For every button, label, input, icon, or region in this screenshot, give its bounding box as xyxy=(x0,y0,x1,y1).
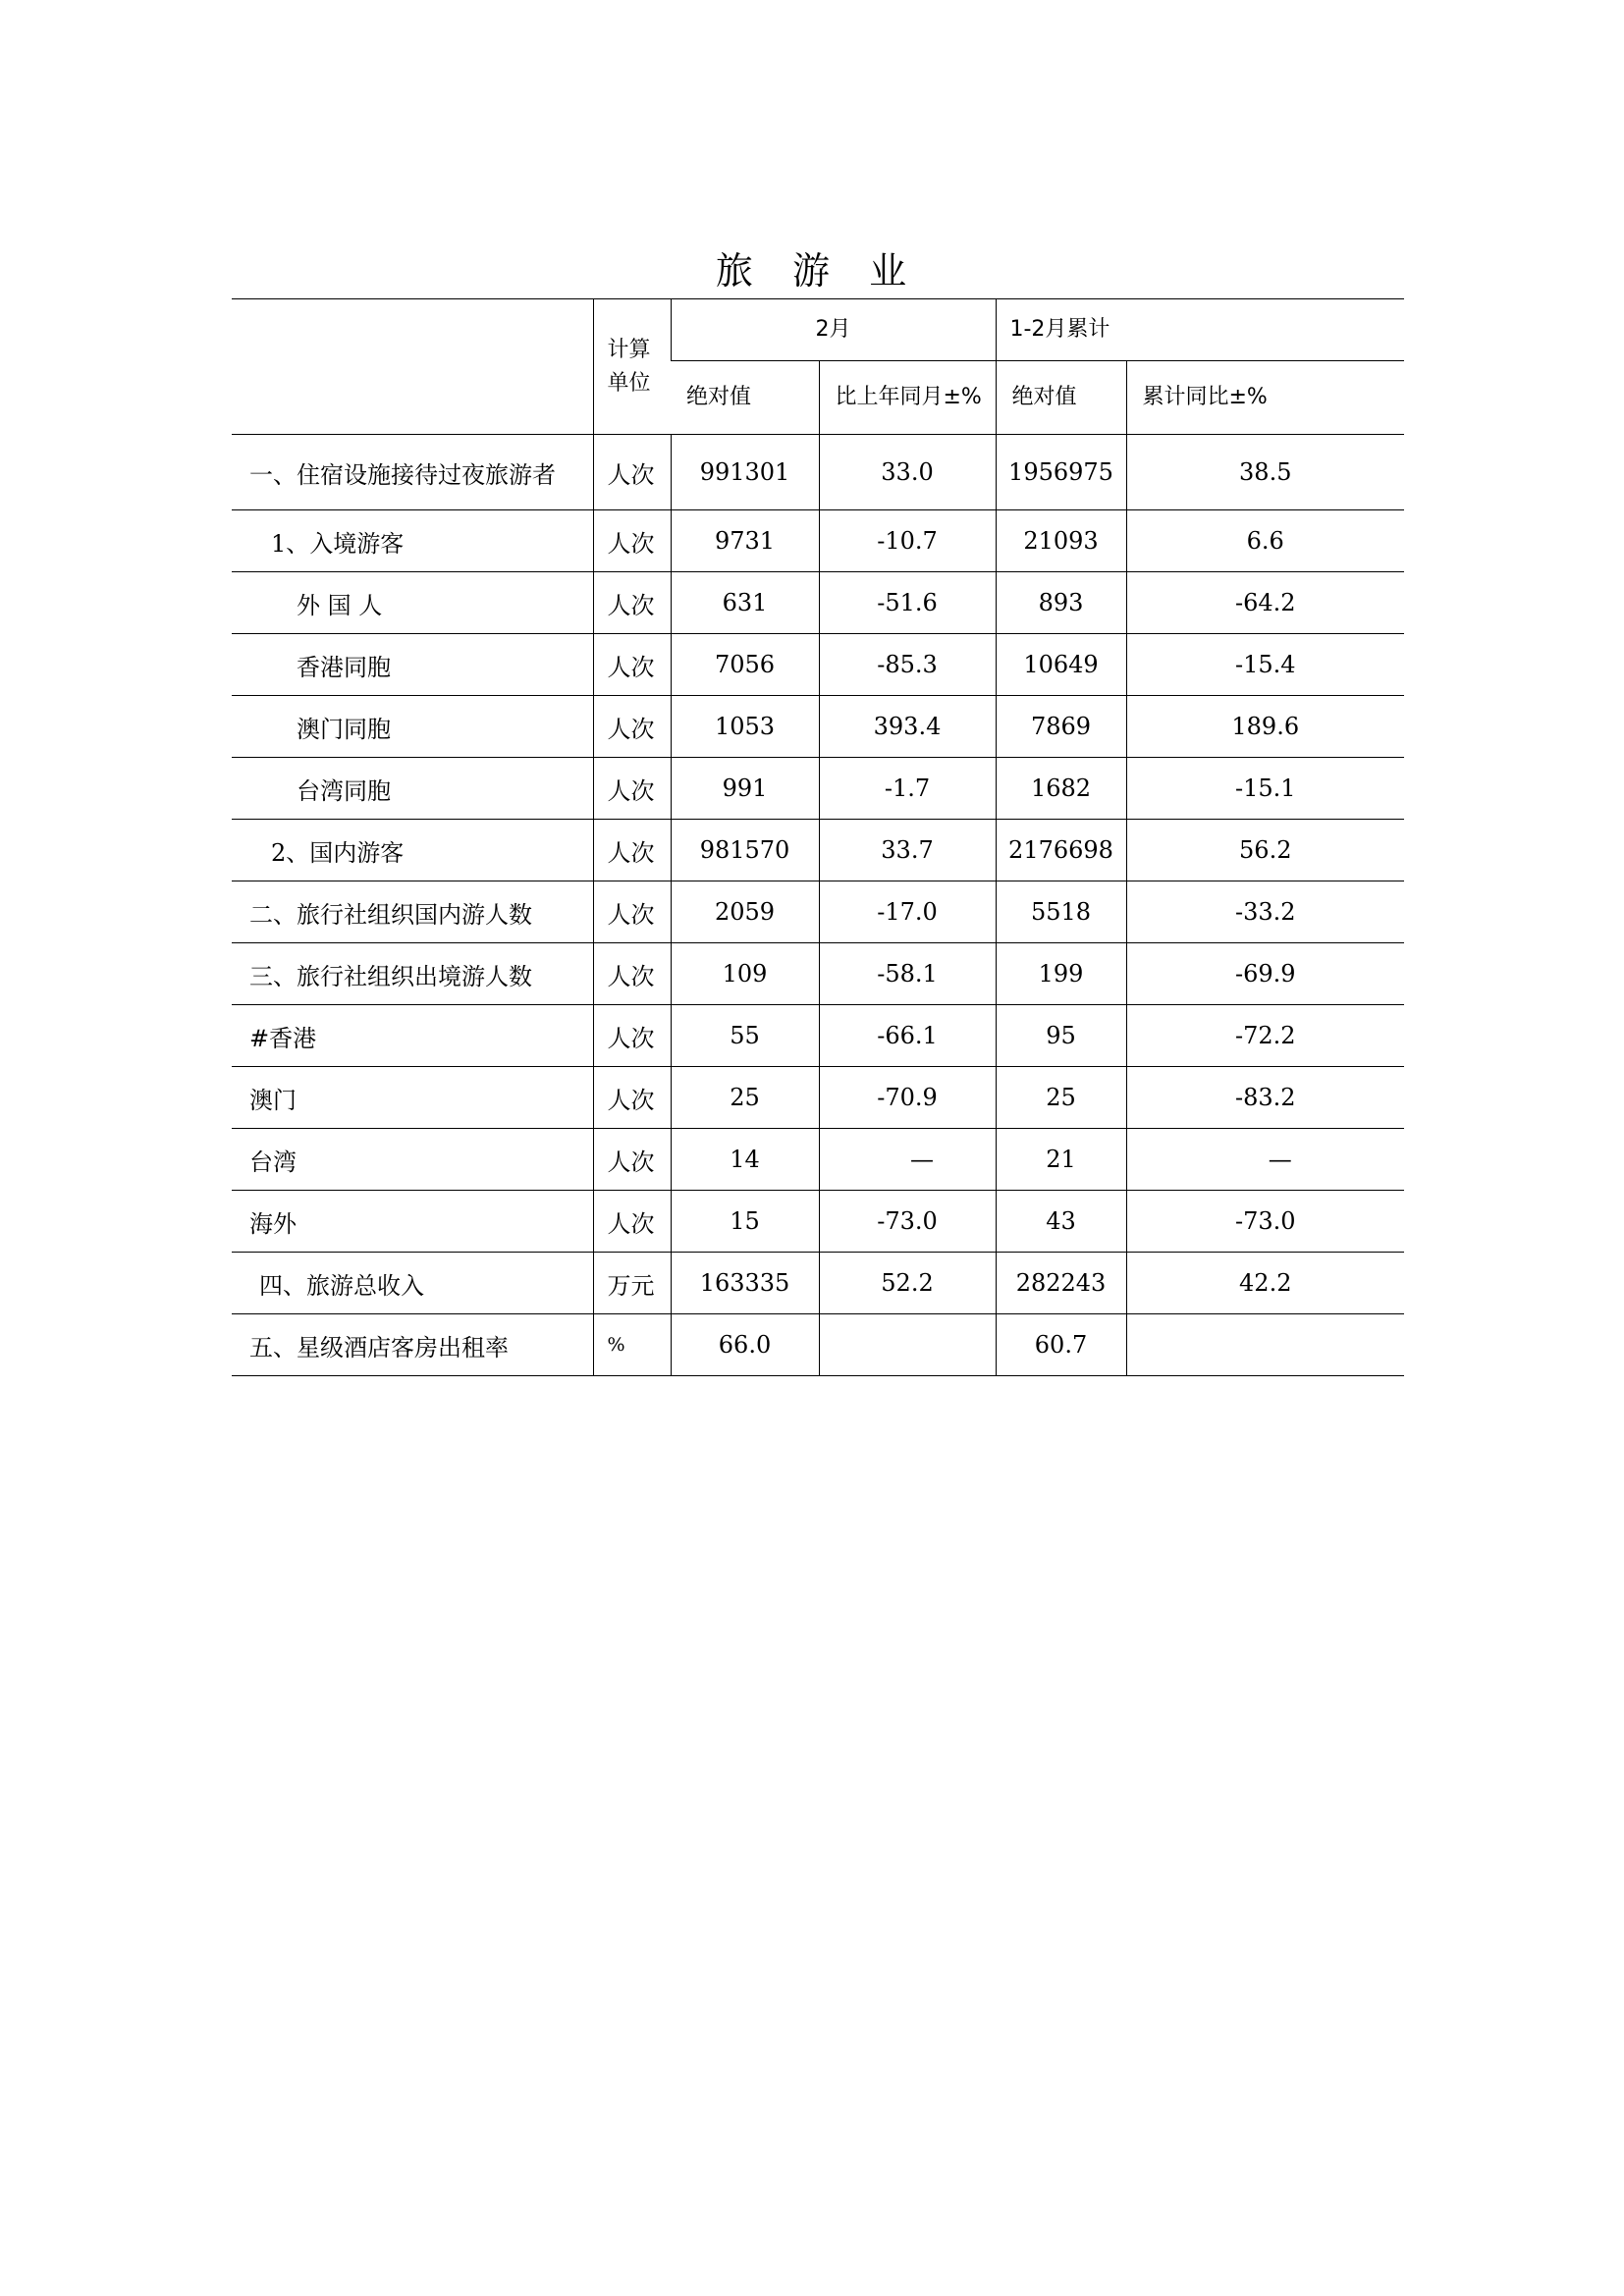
row-label: 三、旅行社组织出境游人数 xyxy=(232,943,593,1005)
row-month-abs: 9731 xyxy=(671,510,819,572)
table-row xyxy=(232,696,1404,758)
table-row xyxy=(232,943,1404,1005)
table-row xyxy=(232,758,1404,820)
row-month-abs: 981570 xyxy=(671,820,819,881)
row-label: 2、国内游客 xyxy=(232,820,593,881)
row-cum-yoy: -15.4 xyxy=(1126,634,1404,696)
row-cum-yoy: -69.9 xyxy=(1126,943,1404,1005)
header-row-1 xyxy=(232,299,1404,361)
row-cum-yoy: -72.2 xyxy=(1126,1005,1404,1067)
row-unit: 人次 xyxy=(593,881,671,943)
row-cum-abs: 282243 xyxy=(996,1253,1126,1314)
row-cum-abs: 7869 xyxy=(996,696,1126,758)
row-month-yoy: -17.0 xyxy=(819,881,996,943)
row-month-yoy: -10.7 xyxy=(819,510,996,572)
row-cum-abs: 43 xyxy=(996,1191,1126,1253)
row-month-abs: 14 xyxy=(671,1129,819,1191)
row-month-yoy: -58.1 xyxy=(819,943,996,1005)
row-month-yoy xyxy=(819,1314,996,1376)
row-cum-yoy: 6.6 xyxy=(1126,510,1404,572)
row-cum-abs: 21093 xyxy=(996,510,1126,572)
row-cum-yoy: -33.2 xyxy=(1126,881,1404,943)
header-item-corner xyxy=(232,299,593,435)
row-cum-abs: 5518 xyxy=(996,881,1126,943)
row-cum-abs: 95 xyxy=(996,1005,1126,1067)
table-row xyxy=(232,510,1404,572)
table-row xyxy=(232,881,1404,943)
row-unit: 人次 xyxy=(593,1191,671,1253)
table-row xyxy=(232,1067,1404,1129)
row-cum-abs: 893 xyxy=(996,572,1126,634)
row-label: 海外 xyxy=(232,1191,593,1253)
row-label: 台湾 xyxy=(232,1129,593,1191)
row-unit: 人次 xyxy=(593,1129,671,1191)
row-cum-yoy: 38.5 xyxy=(1126,435,1404,510)
row-month-abs: 2059 xyxy=(671,881,819,943)
row-unit: 人次 xyxy=(593,1067,671,1129)
row-unit: 人次 xyxy=(593,510,671,572)
header-month-yoy: 比上年同月±% xyxy=(819,361,996,435)
row-unit: 人次 xyxy=(593,634,671,696)
header-period-cumulative: 1-2月累计 xyxy=(996,299,1404,361)
row-cum-yoy: 42.2 xyxy=(1126,1253,1404,1314)
row-label: 二、旅行社组织国内游人数 xyxy=(232,881,593,943)
row-month-abs: 991 xyxy=(671,758,819,820)
table-row xyxy=(232,435,1404,510)
row-label: 香港同胞 xyxy=(232,634,593,696)
row-unit: 人次 xyxy=(593,820,671,881)
row-month-yoy: — xyxy=(819,1129,996,1191)
row-cum-yoy: 56.2 xyxy=(1126,820,1404,881)
row-cum-abs: 1956975 xyxy=(996,435,1126,510)
table-row xyxy=(232,1191,1404,1253)
table-row xyxy=(232,1253,1404,1314)
row-cum-yoy: 189.6 xyxy=(1126,696,1404,758)
tourism-table xyxy=(232,298,1404,1376)
row-cum-abs: 25 xyxy=(996,1067,1126,1129)
table-row xyxy=(232,572,1404,634)
row-unit: 人次 xyxy=(593,1005,671,1067)
header-month-abs: 绝对值 xyxy=(671,361,819,435)
row-month-abs: 109 xyxy=(671,943,819,1005)
header-cum-yoy: 累计同比±% xyxy=(1126,361,1404,435)
row-month-yoy: -73.0 xyxy=(819,1191,996,1253)
row-month-abs: 7056 xyxy=(671,634,819,696)
row-cum-yoy: -64.2 xyxy=(1126,572,1404,634)
row-month-yoy: -85.3 xyxy=(819,634,996,696)
row-unit: 万元 xyxy=(593,1253,671,1314)
row-month-yoy: 52.2 xyxy=(819,1253,996,1314)
row-cum-yoy: — xyxy=(1126,1129,1404,1191)
row-cum-yoy: -83.2 xyxy=(1126,1067,1404,1129)
row-month-yoy: 33.7 xyxy=(819,820,996,881)
row-month-yoy: -51.6 xyxy=(819,572,996,634)
row-cum-abs: 21 xyxy=(996,1129,1126,1191)
row-unit: % xyxy=(593,1314,671,1376)
row-month-abs: 991301 xyxy=(671,435,819,510)
row-month-abs: 15 xyxy=(671,1191,819,1253)
row-cum-abs: 1682 xyxy=(996,758,1126,820)
row-cum-abs: 10649 xyxy=(996,634,1126,696)
row-month-abs: 1053 xyxy=(671,696,819,758)
row-label: 澳门 xyxy=(232,1067,593,1129)
row-month-abs: 163335 xyxy=(671,1253,819,1314)
table-row xyxy=(232,820,1404,881)
row-unit: 人次 xyxy=(593,696,671,758)
row-month-yoy: -66.1 xyxy=(819,1005,996,1067)
table-row xyxy=(232,1314,1404,1376)
row-cum-yoy xyxy=(1126,1314,1404,1376)
row-unit: 人次 xyxy=(593,943,671,1005)
row-cum-abs: 2176698 xyxy=(996,820,1126,881)
row-month-abs: 25 xyxy=(671,1067,819,1129)
row-label: 五、星级酒店客房出租率 xyxy=(232,1314,593,1376)
header-cum-abs: 绝对值 xyxy=(996,361,1126,435)
row-label: 四、旅游总收入 xyxy=(232,1253,593,1314)
row-unit: 人次 xyxy=(593,572,671,634)
row-month-abs: 55 xyxy=(671,1005,819,1067)
row-cum-yoy: -73.0 xyxy=(1126,1191,1404,1253)
row-label: #香港 xyxy=(232,1005,593,1067)
header-unit: 计算单位 xyxy=(593,299,671,435)
row-unit: 人次 xyxy=(593,758,671,820)
row-label: 台湾同胞 xyxy=(232,758,593,820)
row-unit: 人次 xyxy=(593,435,671,510)
row-label: 外 国 人 xyxy=(232,572,593,634)
row-cum-abs: 199 xyxy=(996,943,1126,1005)
row-month-abs: 66.0 xyxy=(671,1314,819,1376)
row-month-yoy: -1.7 xyxy=(819,758,996,820)
row-label: 澳门同胞 xyxy=(232,696,593,758)
table-row xyxy=(232,1129,1404,1191)
page-title: 旅 游 业 xyxy=(715,249,921,293)
table-row xyxy=(232,634,1404,696)
row-month-yoy: 393.4 xyxy=(819,696,996,758)
row-month-abs: 631 xyxy=(671,572,819,634)
header-period-month: 2月 xyxy=(671,299,996,361)
row-cum-yoy: -15.1 xyxy=(1126,758,1404,820)
row-cum-abs: 60.7 xyxy=(996,1314,1126,1376)
row-label: 1、入境游客 xyxy=(232,510,593,572)
row-month-yoy: 33.0 xyxy=(819,435,996,510)
table-row xyxy=(232,1005,1404,1067)
row-month-yoy: -70.9 xyxy=(819,1067,996,1129)
row-label: 一、住宿设施接待过夜旅游者 xyxy=(232,435,593,510)
